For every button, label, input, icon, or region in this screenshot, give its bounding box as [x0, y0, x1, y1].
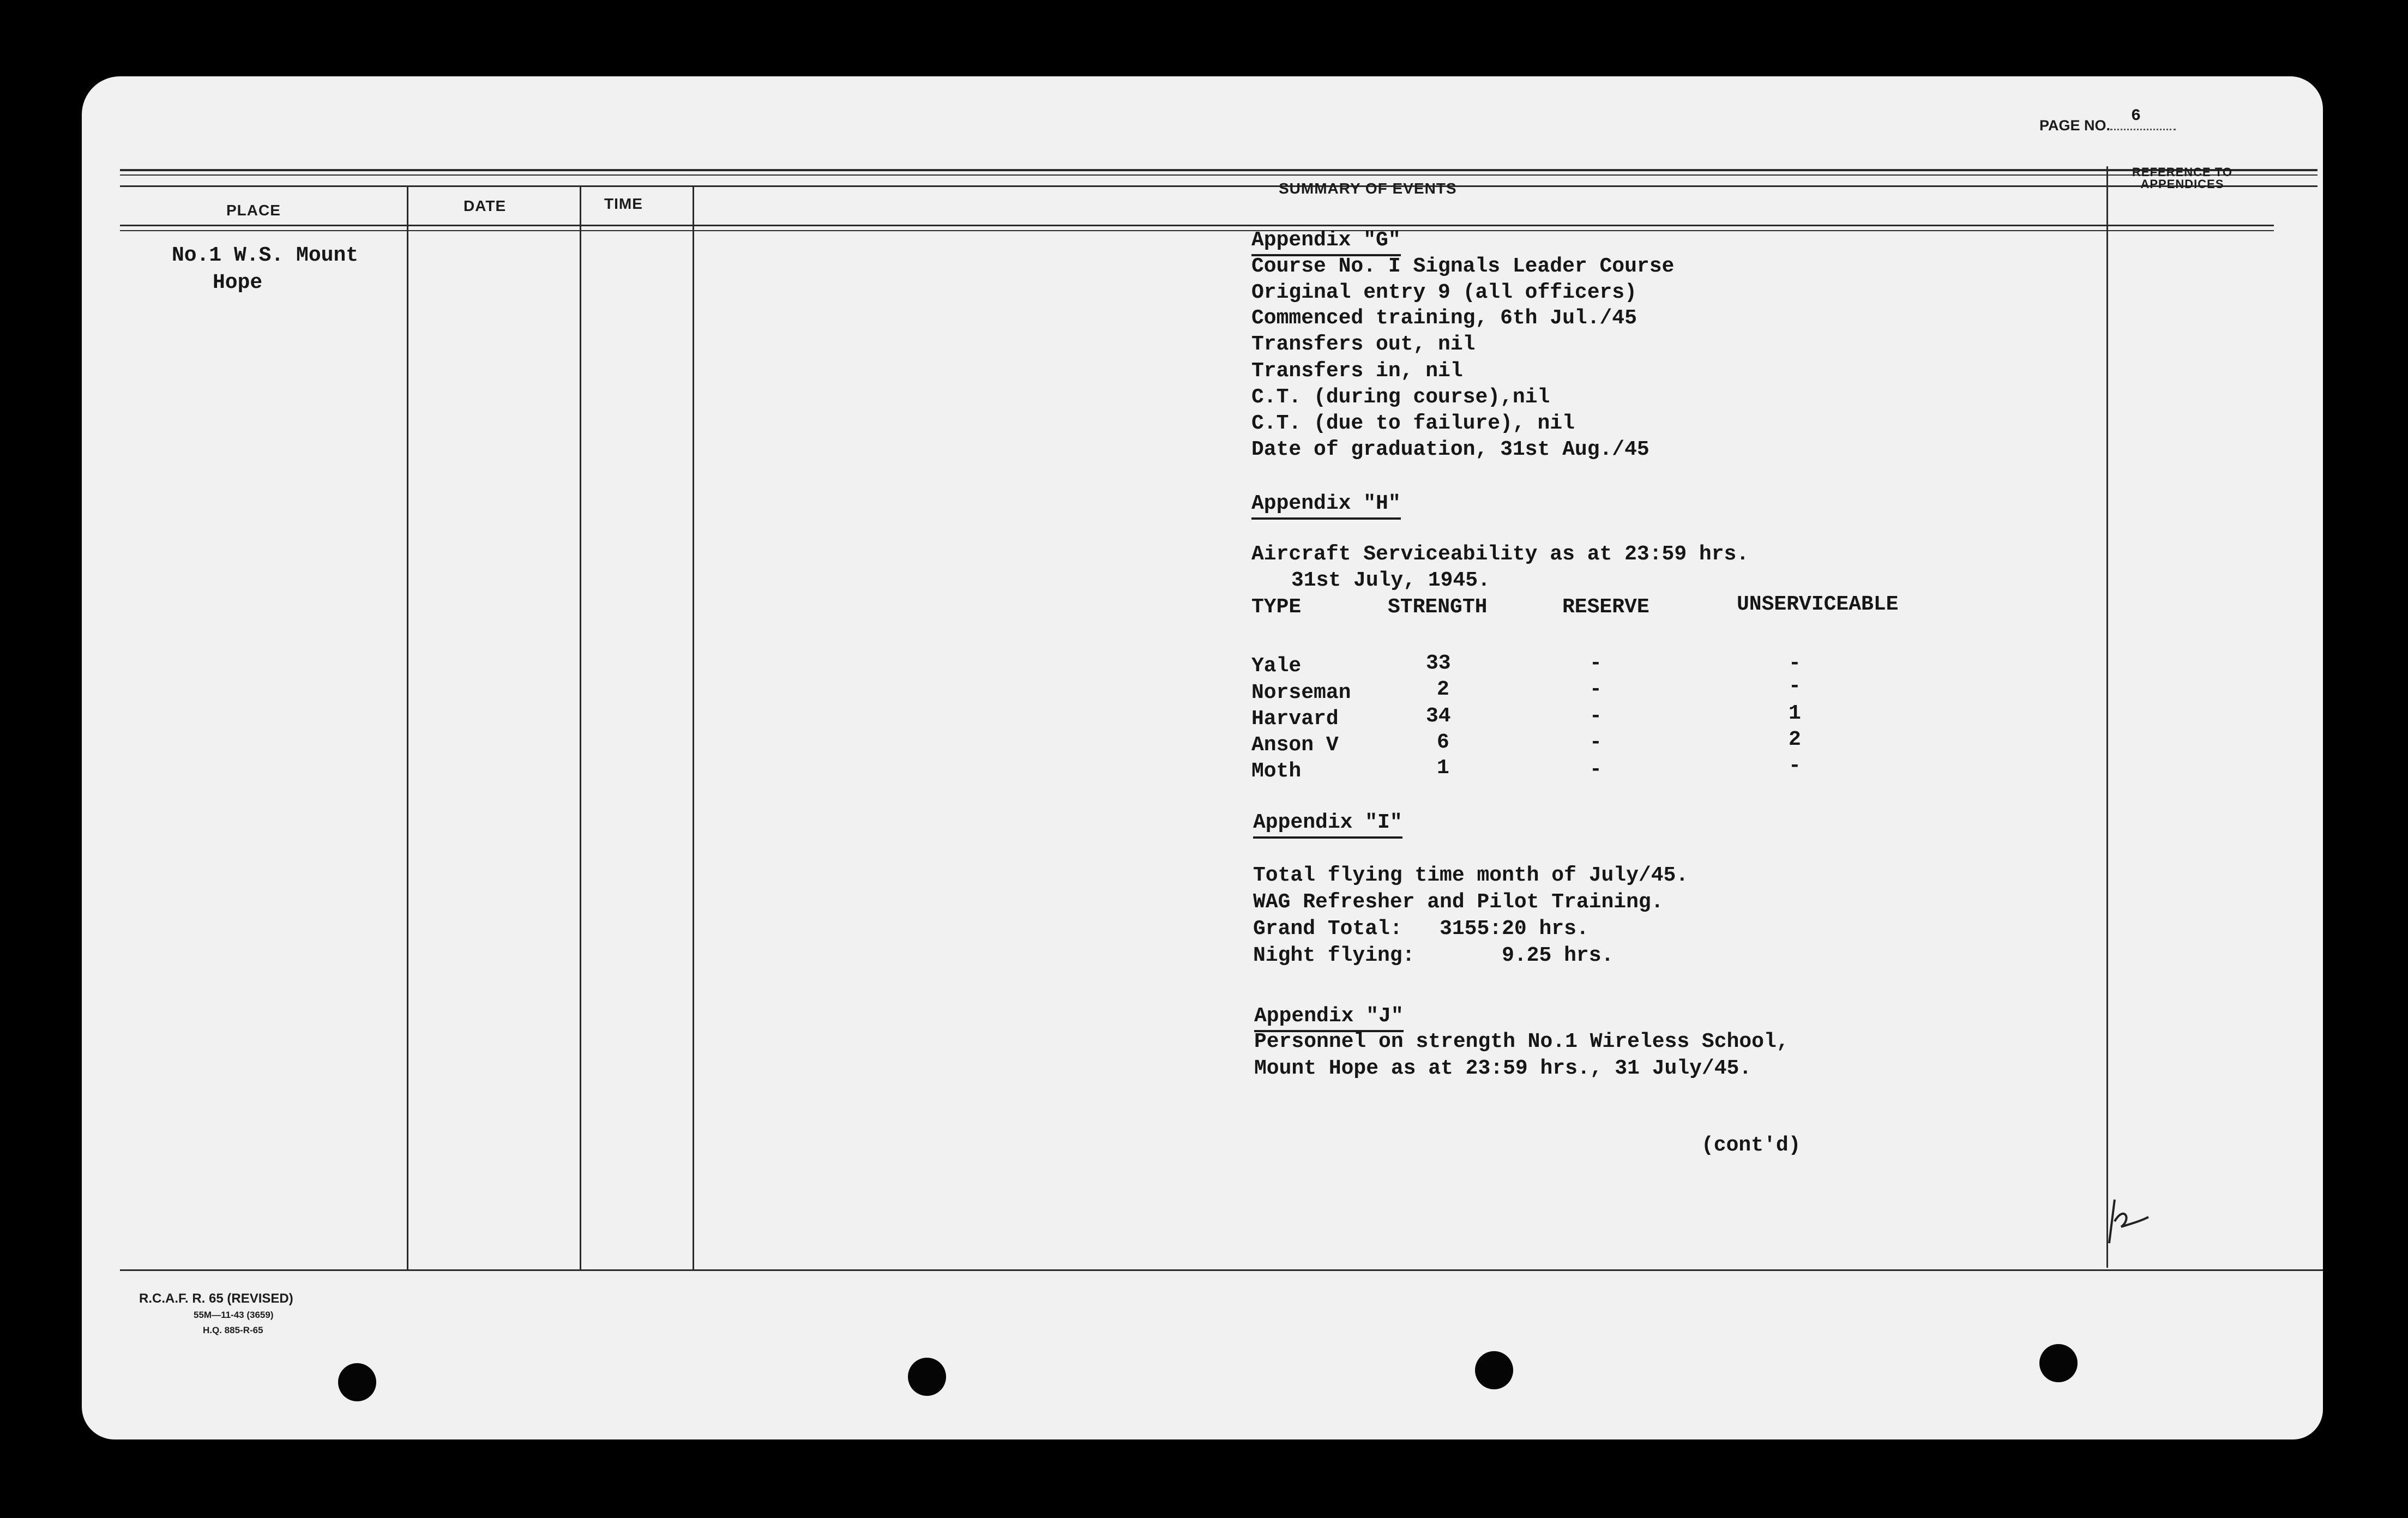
binder-hole-4 [2039, 1344, 2078, 1382]
aircraft-row-1-reserve: - [1590, 652, 1602, 675]
aircraft-header-type: TYPE [1251, 595, 1302, 619]
page-number-value: 6 [2131, 107, 2141, 125]
appendix-j-heading: Appendix "J" [1254, 1006, 1404, 1032]
continued-note: (cont'd) [1701, 1134, 1801, 1157]
appendix-g-line4: Transfers out, nil [1251, 333, 1476, 356]
binder-hole-2 [908, 1358, 946, 1396]
aircraft-row-1-type: Yale [1251, 654, 1302, 678]
header-rule [120, 225, 2274, 226]
appendix-g-line8: Date of graduation, 31st Aug./45 [1251, 438, 1650, 461]
aircraft-row-3-strength: 34 [1426, 704, 1451, 728]
binder-hole-1 [338, 1363, 376, 1401]
binder-hole-3 [1475, 1351, 1513, 1389]
top-rule-3 [120, 185, 2317, 187]
appendix-h-line2: 31st July, 1945. [1291, 569, 1490, 592]
reference-header-line2: APPENDICES [2140, 177, 2224, 191]
aircraft-row-4-reserve: - [1590, 731, 1602, 754]
column-header-reference [2128, 166, 2237, 190]
appendix-j-line2: Mount Hope as at 23:59 hrs., 31 July/45. [1254, 1057, 1752, 1080]
header-rule-2 [120, 230, 2274, 231]
column-line-date-time [580, 185, 581, 1270]
aircraft-header-strength: STRENGTH [1388, 595, 1488, 619]
aircraft-row-1-strength: 33 [1426, 652, 1451, 675]
aircraft-row-3-type: Harvard [1251, 707, 1339, 731]
aircraft-row-2-type: Norseman [1251, 681, 1351, 704]
aircraft-row-5-type: Moth [1251, 760, 1302, 783]
column-header-date: DATE [463, 197, 507, 214]
aircraft-row-3-unserviceable: 1 [1789, 702, 1801, 725]
appendix-g-line7: C.T. (due to failure), nil [1251, 412, 1575, 435]
aircraft-row-5-unserviceable: - [1789, 754, 1801, 778]
aircraft-row-3-reserve: - [1590, 704, 1602, 728]
form-print-code: 55M—11-43 (3659) [194, 1310, 274, 1320]
appendix-i-heading: Appendix "I" [1253, 812, 1402, 839]
bottom-rule [120, 1269, 2323, 1271]
column-line-time-summary [693, 185, 694, 1270]
aircraft-row-1-unserviceable: - [1789, 652, 1801, 675]
place-line2: Hope [213, 271, 263, 294]
aircraft-row-2-reserve: - [1590, 678, 1602, 701]
column-line-place-date [407, 185, 408, 1270]
form-hq-code: H.Q. 885-R-65 [203, 1325, 263, 1335]
appendix-h-heading: Appendix "H" [1251, 493, 1401, 520]
appendix-i-line1: Total flying time month of July/45. [1253, 864, 1689, 887]
aircraft-row-5-strength: 1 [1437, 756, 1449, 780]
appendix-i-line4: Night flying: 9.25 hrs. [1253, 944, 1614, 967]
aircraft-header-reserve: RESERVE [1562, 595, 1650, 619]
page-number [2039, 117, 2176, 134]
form-number: R.C.A.F. R. 65 (REVISED) [139, 1291, 293, 1306]
appendix-h-line1: Aircraft Serviceability as at 23:59 hrs. [1251, 543, 1749, 566]
aircraft-header-unserviceable: UNSERVICEABLE [1737, 593, 1899, 616]
aircraft-row-2-unserviceable: - [1789, 674, 1801, 698]
appendix-g-line6: C.T. (during course),nil [1251, 385, 1550, 409]
column-header-summary: SUMMARY OF EVENTS [1279, 180, 1457, 197]
top-rule-2 [120, 174, 2317, 176]
appendix-i-line2: WAG Refresher and Pilot Training. [1253, 890, 1664, 914]
appendix-g-line1: Course No. I Signals Leader Course [1251, 255, 1675, 278]
appendix-g-line3: Commenced training, 6th Jul./45 [1251, 306, 1637, 330]
appendix-i-line3: Grand Total: 3155:20 hrs. [1253, 917, 1589, 941]
page-number-label: PAGE NO. [2039, 117, 2111, 134]
page-number-dots [2110, 118, 2176, 130]
appendix-g-line5: Transfers in, nil [1251, 359, 1463, 383]
initials-mark [2099, 1189, 2165, 1249]
aircraft-row-5-reserve: - [1590, 758, 1602, 781]
top-rule-1 [120, 169, 2317, 171]
aircraft-row-4-unserviceable: 2 [1789, 728, 1801, 751]
aircraft-row-4-strength: 6 [1437, 731, 1449, 754]
aircraft-row-4-type: Anson V [1251, 733, 1339, 757]
appendix-g-line2: Original entry 9 (all officers) [1251, 281, 1637, 304]
appendix-g-heading: Appendix "G" [1251, 230, 1401, 256]
document-sheet [82, 76, 2323, 1439]
column-header-place: PLACE [226, 202, 281, 219]
column-line-summary-reference [2106, 166, 2108, 1268]
appendix-j-line1: Personnel on strength No.1 Wireless School, [1254, 1030, 1789, 1053]
place-line1: No.1 W.S. Mount [172, 244, 359, 267]
aircraft-row-2-strength: 2 [1437, 678, 1449, 701]
reference-header-line1: REFERENCE TO [2132, 165, 2232, 179]
column-header-time: TIME [604, 195, 643, 212]
